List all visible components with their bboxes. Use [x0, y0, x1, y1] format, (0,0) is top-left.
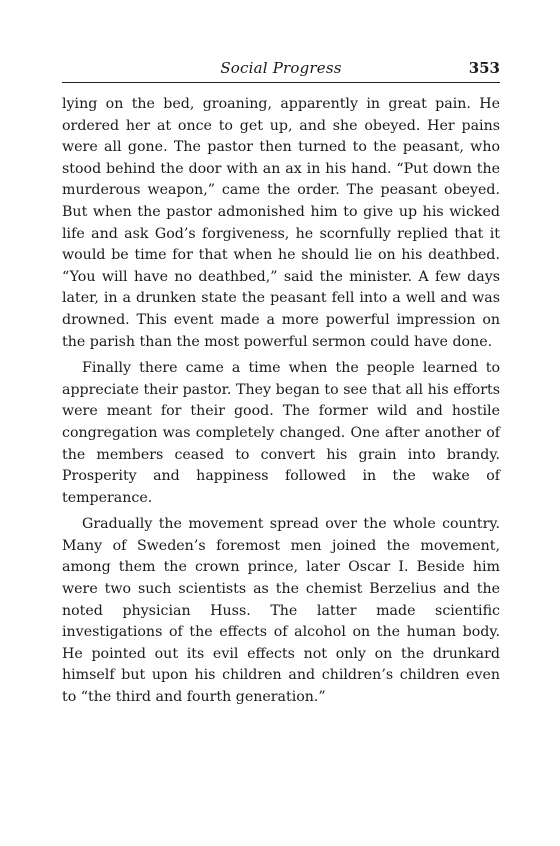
paragraph: Gradually the movement spread over the whole country. Many of Sweden’s foremost men joined the movement, among them the crown prince, later Oscar I. Beside him were two such scientists as the chemist Berzelius and the noted physician Huss. The latter made scientific investigations of the effects of alcohol on the human body. He pointed out its evil effects not only on the drunkard himself but upon his children and children’s children even to “the third and fourth generation.” [62, 516, 500, 706]
body-text [62, 94, 500, 709]
running-title: Social Progress [220, 59, 342, 77]
running-head [62, 58, 500, 83]
paragraph: lying on the bed, groaning, apparently in great pain. He ordered her at once to get up, and she obeyed. Her pains were all gone. The pastor then turned to the peasant, who stood behind the door with an ax in his hand. “Put down the murderous weapon,” came the order. The peasant obeyed. But when the pastor admonished him to give up his wicked life and ask God’s forgiveness, he scornfully replied that it would be time for that when he should lie on his deathbed. “You will have no deathbed,” said the minister. A few days later, in a drunken state the peasant fell into a well and was drowned. This event made a more powerful impression on the parish than the most powerful sermon could have done. [62, 96, 500, 350]
paragraph: Finally there came a time when the people learned to appreciate their pastor. They began to see that all his efforts were meant for their good. The former wild and hostile congregation was completely changed. One after another of the members ceased to convert his grain into brandy. Prosperity and happiness followed in the wake of temperance. [62, 360, 500, 506]
page-number: 353 [468, 59, 500, 77]
